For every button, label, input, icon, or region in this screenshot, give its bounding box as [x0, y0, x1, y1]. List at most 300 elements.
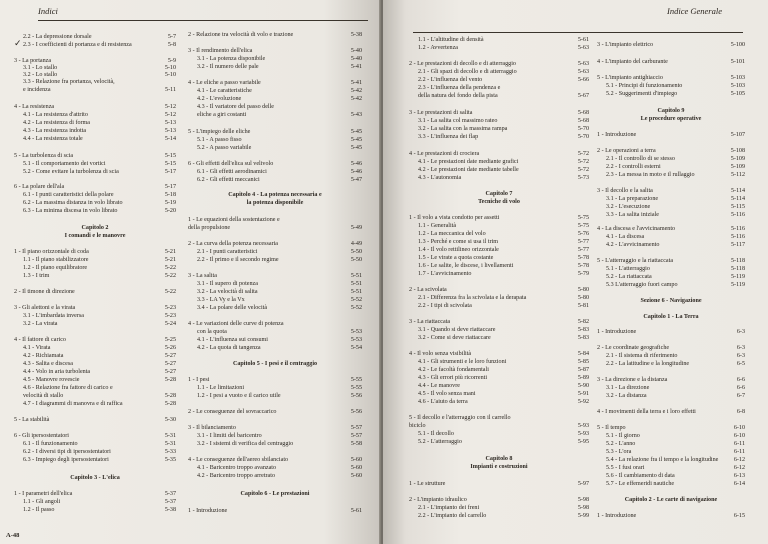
entry-page-ref: 5-77: [577, 247, 589, 253]
toc-entry: [597, 480, 745, 488]
entry-page-ref: 5-72: [577, 159, 589, 165]
entry-title: 6.2 - I diversi tipi di ipersostentatori: [23, 449, 111, 455]
entry-page-ref: 5-27: [164, 361, 176, 367]
entry-page-ref: 5-101: [730, 59, 745, 65]
entry-title: 4.2 - Richiamata: [23, 353, 64, 359]
entry-title: 1.7 - L'avvicinamento: [418, 271, 472, 277]
entry-page-ref: 5-60: [350, 457, 362, 463]
toc-entry: [597, 328, 745, 336]
entry-page-ref: 5-57: [350, 433, 362, 439]
entry-title: 1.6 - Le salite, le discese, i livellamenti: [418, 263, 514, 269]
toc-entry: [188, 456, 362, 464]
entry-page-ref: 5-60: [350, 473, 362, 479]
chapter-title: Capitolo 3 - L'elica: [70, 475, 120, 481]
left-page-number: A-48: [6, 532, 20, 539]
entry-title: 6.2 - La massima distanza in volo librato: [23, 200, 123, 206]
entry-title: 2.2 - Il primo e il secondo regime: [197, 257, 279, 263]
entry-title: 6 - Gli effetti dell'elica sul velivolo: [188, 161, 274, 167]
entry-title: 3.2 - Come si deve riattaccare: [418, 335, 491, 341]
toc-entry: [14, 320, 176, 328]
entry-title: 5.2 - La riattaccata: [606, 274, 652, 280]
toc-entry: [188, 87, 362, 95]
entry-title: 4.2 - Baricentro troppo arretrato: [197, 473, 276, 479]
toc-entry: [14, 127, 176, 135]
toc-entry: [188, 224, 362, 232]
chapter-title: Capitolo 4 - La potenza necessaria e: [228, 192, 322, 198]
entry-title: 1 - Le strutture: [409, 481, 446, 487]
entry-page-ref: 5-68: [577, 118, 589, 124]
toc-entry: [597, 512, 745, 520]
entry-page-ref: 5-53: [350, 337, 362, 343]
entry-page-ref: 5-41: [350, 64, 362, 70]
entry-title: 1.2 - Il passo: [23, 507, 55, 513]
entry-page-ref: 5-73: [577, 175, 589, 181]
entry-title: 3.3 - L'influenza dei flap: [418, 134, 479, 140]
toc-chapter-heading: [409, 463, 589, 471]
entry-page-ref: 5-19: [164, 200, 176, 206]
entry-title: 1 - Le equazioni della sostentazione e: [188, 217, 280, 223]
entry-title: 2 - Il timone di direzione: [14, 289, 75, 295]
entry-page-ref: 5-93: [577, 431, 589, 437]
toc-entry: [188, 103, 362, 111]
entry-page-ref: 5-9: [167, 58, 176, 64]
right-header-rule: [413, 32, 743, 33]
entry-title: 5.2 - Suggerimenti d'impiego: [606, 91, 678, 97]
entry-page-ref: 5-81: [577, 303, 589, 309]
entry-title: 4 - Le variazioni delle curve di potenza: [188, 321, 284, 327]
entry-page-ref: 5-116: [731, 234, 745, 240]
entry-page-ref: 5-45: [350, 137, 362, 143]
entry-title: 3 - Il bilanciamento: [188, 425, 236, 431]
entry-title: 1.5 - Le virate a quota costante: [418, 255, 494, 261]
toc-entry: [409, 174, 589, 182]
entry-page-ref: 5-51: [350, 273, 362, 279]
entry-title: 3 - La salita: [188, 273, 217, 279]
entry-title: 2 - La scivolata: [409, 287, 447, 293]
toc-entry: [188, 128, 362, 136]
entry-page-ref: 5-47: [350, 177, 362, 183]
toc-entry: [597, 464, 745, 472]
entry-page-ref: 5-83: [577, 335, 589, 341]
entry-title: 4.3 - L'autonomia: [418, 175, 462, 181]
entry-title: 2.1 - L'impianto dei freni: [418, 505, 480, 511]
toc-entry: [409, 294, 589, 302]
entry-title: 4.3 - La resistenza indotta: [23, 128, 87, 134]
entry-page-ref: 5-51: [350, 281, 362, 287]
entry-title: 1.3 - I trim: [23, 273, 50, 279]
entry-page-ref: 5-22: [164, 273, 176, 279]
entry-title: 4.1 - Baricentro troppo avanzato: [197, 465, 277, 471]
entry-title: 3.3 - La salita iniziale: [606, 212, 659, 218]
entry-page-ref: 6-8: [736, 409, 745, 415]
entry-title: velocità di stallo: [23, 393, 64, 399]
toc-entry: [597, 90, 745, 98]
entry-title: 2.2 - L'impianto del carrello: [418, 513, 487, 519]
entry-page-ref: 6-15: [733, 513, 745, 519]
entry-title: 4 - Il fattore di carico: [14, 337, 66, 343]
entry-page-ref: 5-23: [164, 313, 176, 319]
entry-title: della natura del fondo della pista: [418, 93, 498, 99]
entry-title: 4 - Le prestazioni di crociera: [409, 151, 480, 157]
entry-page-ref: 5-70: [577, 126, 589, 132]
entry-page-ref: 5-53: [350, 329, 362, 335]
entry-page-ref: 5-114: [731, 188, 745, 194]
entry-page-ref: 6-3: [736, 329, 745, 335]
entry-title: 2.1 - Gli spazi di decollo e di atterraggio: [418, 69, 517, 75]
pen-tick-mark: ✓: [14, 38, 22, 48]
toc-entry: [188, 336, 362, 344]
entry-page-ref: 5-41: [350, 80, 362, 86]
toc-entry: [409, 504, 589, 512]
entry-page-ref: 6-13: [733, 473, 745, 479]
entry-page-ref: 5-31: [164, 441, 176, 447]
toc-entry: [409, 422, 589, 430]
entry-page-ref: 5-61: [350, 508, 362, 514]
entry-page-ref: 5-30: [164, 417, 176, 423]
entry-page-ref: 5-119: [731, 274, 745, 280]
toc-entry: [14, 256, 176, 264]
entry-page-ref: 5-98: [577, 497, 589, 503]
toc-entry: [188, 31, 362, 39]
toc-entry: [14, 490, 176, 498]
entry-title: 4.4 - Le manovre: [418, 383, 460, 389]
toc-entry: [409, 44, 589, 52]
entry-title: 5.2 - L'anno: [606, 441, 636, 447]
toc-entry: [14, 248, 176, 256]
entry-page-ref: 5-49: [350, 225, 362, 231]
toc-entry: [188, 256, 362, 264]
toc-chapter-heading: [188, 191, 362, 199]
entry-title: 5.3 - L'ora: [606, 449, 632, 455]
entry-title: 4.2 - L'evoluzione: [197, 96, 242, 102]
entry-page-ref: 5-119: [731, 282, 745, 288]
toc-entry: [597, 265, 745, 273]
toc-chapter-heading: [409, 190, 589, 198]
toc-entry: [597, 432, 745, 440]
entry-page-ref: 5-105: [730, 91, 745, 97]
toc-entry: [14, 152, 176, 160]
entry-page-ref: 5-52: [350, 305, 362, 311]
toc-entry: [597, 281, 745, 289]
entry-title: 4.5 - Il volo senza mani: [418, 391, 476, 397]
toc-entry: [14, 135, 176, 143]
toc-entry: [188, 304, 362, 312]
entry-page-ref: 5-93: [577, 423, 589, 429]
toc-entry: [14, 432, 176, 440]
toc-chapter-heading: [409, 455, 589, 463]
entry-title: 1.1 - Le limitazioni: [197, 385, 245, 391]
entry-title: 4 - L'impianto del carburante: [597, 59, 668, 65]
entry-page-ref: 5-68: [577, 110, 589, 116]
entry-title: 4.2 - Le prestazioni date mediante tabelle: [418, 167, 519, 173]
entry-page-ref: 5-24: [164, 321, 176, 327]
entry-title: 3.1 - La potenza disponibile: [197, 56, 266, 62]
toc-entry: [409, 68, 589, 76]
entry-page-ref: 5-66: [577, 77, 589, 83]
toc-entry: [14, 448, 176, 456]
entry-page-ref: 5-13: [164, 120, 176, 126]
toc-entry: [597, 187, 745, 195]
toc-entry: [188, 328, 362, 336]
chapter-title: Tecniche di volo: [478, 199, 520, 205]
entry-page-ref: 5-42: [350, 96, 362, 102]
toc-entry: [14, 41, 176, 49]
chapter-title: Capitolo 1 - La Terra: [643, 314, 699, 320]
entry-title: 2 - Le prestazioni di decollo e di atterraggio: [409, 61, 516, 67]
chapter-title: Capitolo 2 - Le carte di navigazione: [624, 497, 718, 503]
entry-title: 1.3 - Perché e come si usa il trim: [418, 239, 499, 245]
toc-entry: [597, 203, 745, 211]
entry-title: 5.2 - L'atterraggio: [418, 439, 462, 445]
entry-page-ref: 6-10: [733, 425, 745, 431]
entry-title: 3 - La riattaccata: [409, 319, 451, 325]
entry-page-ref: 5-28: [164, 377, 176, 383]
toc-chapter-heading: [188, 199, 362, 207]
toc-entry: [597, 155, 745, 163]
toc-chapter-heading: [597, 496, 745, 504]
entry-page-ref: 5-18: [164, 192, 176, 198]
toc-entry: [188, 424, 362, 432]
entry-title: 2.2 - I controlli esterni: [606, 164, 661, 170]
entry-page-ref: 5-28: [164, 393, 176, 399]
entry-title: 1 - Introduzione: [597, 329, 637, 335]
chapter-title: I comandi e le manovre: [64, 233, 126, 239]
entry-page-ref: 5-84: [577, 351, 589, 357]
entry-title: 3.4 - La polare delle velocità: [197, 305, 268, 311]
entry-title: 2.3 - I coefficienti di portanza e di resistenza: [23, 42, 132, 48]
entry-title: 5 - La turbolenza di scia: [14, 153, 74, 159]
toc-entry: [14, 199, 176, 207]
toc-entry: [409, 238, 589, 246]
entry-page-ref: 5-116: [731, 226, 745, 232]
entry-title: 2 - Le conseguenze del sovraccarico: [188, 409, 277, 415]
toc-entry: [14, 272, 176, 280]
entry-page-ref: 5-95: [577, 439, 589, 445]
entry-title: 3.1 - Quando si deve riattaccare: [418, 327, 496, 333]
toc-entry: [409, 222, 589, 230]
toc-entry: [409, 254, 589, 262]
entry-title: 3 - Il rendimento dell'elica: [188, 48, 253, 54]
entry-title: 1.2 - I pesi a vuoto e il carico utile: [197, 393, 281, 399]
entry-title: 1 - Introduzione: [597, 132, 637, 138]
toc-entry: [597, 392, 745, 400]
entry-title: 6.2 - Gli effetti meccanici: [197, 177, 260, 183]
toc-entry: [597, 352, 745, 360]
toc-entry: [14, 498, 176, 506]
entry-title: 4.1 - Le caratteristiche: [197, 88, 252, 94]
toc-entry: [188, 240, 362, 248]
entry-title: 2 - La curva della potenza necessaria: [188, 241, 279, 247]
entry-title: della propulsione: [188, 225, 231, 231]
toc-chapter-heading: [409, 198, 589, 206]
toc-entry: [409, 60, 589, 68]
entry-page-ref: 5-12: [164, 104, 176, 110]
toc-entry: [409, 438, 589, 446]
entry-title: 2.1 - I punti caratteristici: [197, 249, 258, 255]
entry-title: 3.1 - Il supero di potenza: [197, 281, 258, 287]
entry-page-ref: 5-116: [731, 212, 745, 218]
toc-entry: [14, 368, 176, 376]
entry-page-ref: 5-115: [731, 204, 745, 210]
entry-title: 2.1 - Il controllo di se stesso: [606, 156, 675, 162]
entry-page-ref: 5-108: [730, 148, 745, 154]
toc-entry: [14, 344, 176, 352]
entry-title: 4.2 - La resistenza di forma: [23, 120, 91, 126]
toc-entry: [409, 512, 589, 520]
entry-title: 6.3 - Impiego degli ipersostentatori: [23, 457, 109, 463]
entry-page-ref: 5-27: [164, 353, 176, 359]
entry-title: 5 - L'impianto antighiaccio: [597, 75, 663, 81]
toc-entry: [409, 430, 589, 438]
entry-page-ref: 5-15: [164, 161, 176, 167]
toc-entry: [188, 95, 362, 103]
entry-title: 1.1 - Gli angoli: [23, 499, 61, 505]
entry-page-ref: 6-12: [733, 465, 745, 471]
chapter-title: la potenza disponibile: [246, 200, 304, 206]
toc-entry: [409, 246, 589, 254]
entry-page-ref: 5-75: [577, 215, 589, 221]
toc-entry: [409, 286, 589, 294]
toc-entry: [188, 472, 362, 480]
entry-page-ref: 5-17: [164, 169, 176, 175]
entry-title: e incidenza: [23, 87, 51, 93]
entry-title: 3.1 - La preparazione: [606, 196, 659, 202]
entry-title: 2.2 - L'influenza del vento: [418, 77, 483, 83]
toc-entry: [188, 168, 362, 176]
toc-entry: [14, 78, 176, 86]
entry-page-ref: 5-37: [164, 499, 176, 505]
toc-entry: [409, 318, 589, 326]
entry-title: 1.2 - La meccanica del volo: [418, 231, 486, 237]
entry-title: 6.1 - Gli effetti aerodinamici: [197, 169, 267, 175]
toc-entry: [188, 55, 362, 63]
entry-title: 4.1 - Le prestazioni date mediante grafici: [418, 159, 519, 165]
entry-title: 1 - Introduzione: [188, 508, 228, 514]
entry-title: 4.2 - La quota di tangenza: [197, 345, 261, 351]
chapter-title: Capitolo 5 - I pesi e il centraggio: [232, 361, 318, 367]
entry-title: 1.1 - Generalità: [418, 223, 457, 229]
entry-page-ref: 5-92: [577, 399, 589, 405]
toc-entry: [409, 133, 589, 141]
entry-title: 2 - L'impianto idraulico: [409, 497, 467, 503]
entry-page-ref: 5-21: [164, 249, 176, 255]
entry-page-ref: 5-63: [577, 69, 589, 75]
toc-chapter-heading: [597, 313, 745, 321]
entry-page-ref: 5-45: [350, 129, 362, 135]
toc-entry: [14, 360, 176, 368]
left-header-rule: [38, 20, 368, 21]
entry-page-ref: 6-6: [736, 385, 745, 391]
entry-page-ref: 6-11: [734, 441, 745, 447]
entry-page-ref: 5-63: [577, 61, 589, 67]
entry-title: 5.3 L'atterraggio fuori campo: [606, 282, 678, 288]
toc-entry: [409, 76, 589, 84]
entry-page-ref: 5-61: [577, 37, 589, 43]
toc-entry: [188, 507, 362, 515]
entry-title: 3 - Il decollo e la salita: [597, 188, 653, 194]
entry-page-ref: 5-85: [577, 359, 589, 365]
entry-title: 6 - Gli ipersostentatori: [14, 433, 70, 439]
right-page-header: Indice Generale: [667, 6, 722, 16]
entry-title: 4.2 - Le facoltà fondamentali: [418, 367, 489, 373]
entry-page-ref: 5-114: [731, 196, 745, 202]
entry-title: 3.1 - Lo stallo: [23, 65, 58, 71]
entry-page-ref: 5-112: [731, 172, 745, 178]
entry-page-ref: 5-107: [730, 132, 745, 138]
entry-page-ref: 5-82: [577, 319, 589, 325]
toc-entry: [188, 392, 362, 400]
toc-entry: [409, 374, 589, 382]
entry-title: 1 - I pesi: [188, 377, 210, 383]
entry-title: 5.1 - Il giorno: [606, 433, 640, 439]
toc-entry: [188, 296, 362, 304]
entry-title: 4.6 - L'aiuto da terra: [418, 399, 468, 405]
entry-title: 6.1 - Il funzionamento: [23, 441, 78, 447]
entry-page-ref: 5-72: [577, 151, 589, 157]
toc-chapter-heading: [188, 490, 362, 498]
toc-entry: [188, 408, 362, 416]
entry-title: 4 - I movimenti della terra e i loro effetti: [597, 409, 696, 415]
toc-entry: [14, 207, 176, 215]
entry-title: 2 - Relazione tra velocità di volo e trazione: [188, 32, 294, 38]
entry-title: 4.1 - Virata: [23, 345, 51, 351]
entry-page-ref: 5-103: [730, 75, 745, 81]
toc-entry: [409, 496, 589, 504]
entry-title: 3 - La direzione e la distanza: [597, 377, 668, 383]
entry-title: 1 - Il piano orizzontale di coda: [14, 249, 89, 255]
right-page: [383, 0, 768, 544]
entry-page-ref: 5-58: [350, 441, 362, 447]
entry-page-ref: 5-76: [577, 231, 589, 237]
entry-page-ref: 5-56: [350, 409, 362, 415]
entry-page-ref: 5-57: [350, 425, 362, 431]
entry-page-ref: 5-83: [577, 327, 589, 333]
toc-entry: [14, 352, 176, 360]
entry-title: 4 - La discesa e l'avvicinamento: [597, 226, 676, 232]
toc-entry: [409, 230, 589, 238]
left-page: [0, 0, 381, 544]
toc-entry: [409, 84, 589, 92]
entry-page-ref: 5-117: [731, 242, 745, 248]
entry-page-ref: 6-12: [733, 457, 745, 463]
toc-chapter-heading: [188, 360, 362, 368]
entry-title: 3.2 - Il numero delle pale: [197, 64, 259, 70]
toc-entry: [597, 41, 745, 49]
toc-entry: [14, 168, 176, 176]
entry-title: 4.1 - La discesa: [606, 234, 645, 240]
chapter-title: Capitolo 2: [81, 225, 109, 231]
toc-entry: [14, 506, 176, 514]
entry-page-ref: 6-3: [736, 353, 745, 359]
entry-title: 2 - Le coordinate geografiche: [597, 345, 670, 351]
entry-title: 3 - L'impianto elettrico: [597, 42, 654, 48]
entry-title: 2.3 - L'influenza della pendenza e: [418, 85, 501, 91]
entry-title: 4 - Le conseguenze dell'aereo sbilanciato: [188, 457, 289, 463]
toc-entry: [188, 136, 362, 144]
entry-page-ref: 5-23: [164, 305, 176, 311]
entry-page-ref: 5-91: [577, 391, 589, 397]
toc-entry: [188, 176, 362, 184]
toc-entry: [14, 191, 176, 199]
toc-entry: [188, 384, 362, 392]
entry-page-ref: 5-45: [350, 145, 362, 151]
entry-title: 5.7 - Le effemeridi nautiche: [606, 481, 675, 487]
entry-page-ref: 5-97: [577, 481, 589, 487]
toc-entry: [597, 241, 745, 249]
toc-entry: [14, 376, 176, 384]
toc-entry: [597, 163, 745, 171]
toc-entry: [597, 456, 745, 464]
